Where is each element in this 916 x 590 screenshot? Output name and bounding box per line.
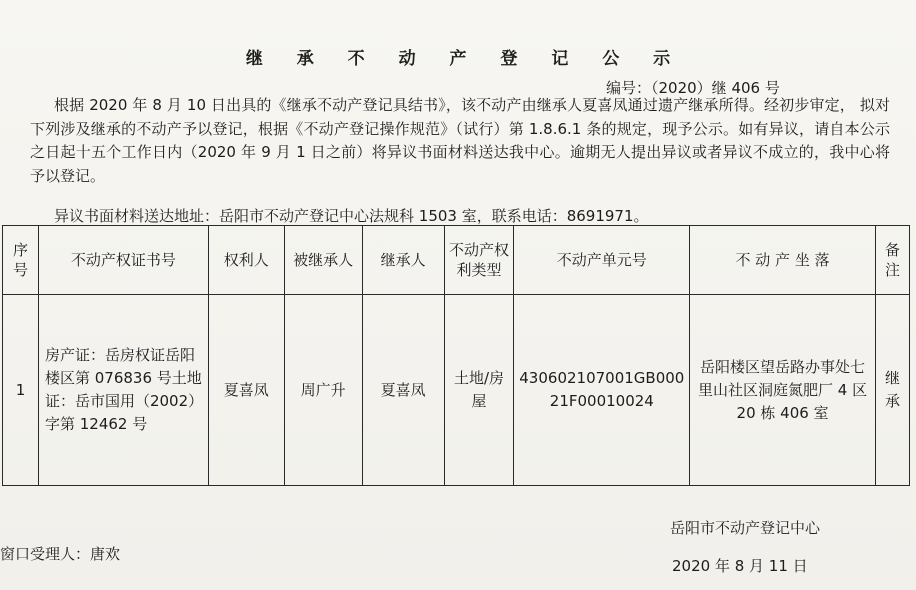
issue-date: 2020 年 8 月 11 日 <box>672 557 808 575</box>
header-decedent: 被继承人 <box>284 226 362 295</box>
cell-seq: 1 <box>3 295 39 486</box>
cell-remark: 继承 <box>875 295 909 486</box>
document-title: 继 承 不 动 产 登 记 公 示 <box>245 49 685 69</box>
table-row <box>3 295 910 486</box>
cell-decedent: 周广升 <box>284 295 362 486</box>
cell-right-type: 土地/房屋 <box>444 295 514 486</box>
cell-cert-no: 房产证：岳房权证岳阳楼区第 076836 号土地证：岳市国用（2002）字第 12462 号 <box>38 295 208 486</box>
issuing-center-name: 岳阳市不动产登记中心 <box>670 519 821 537</box>
cell-unit-no: 430602107001GB00021F00010024 <box>514 295 690 486</box>
table-header-row <box>3 226 910 295</box>
header-seq: 序号 <box>3 226 39 295</box>
notice-body <box>30 94 890 188</box>
header-owner: 权利人 <box>208 226 284 295</box>
document-number: 编号：（2020）继 406 号 <box>606 79 780 97</box>
objection-address-line: 异议书面材料送达地址：岳阳市不动产登记中心法规科 1503 室，联系电话：8691971。 <box>54 207 649 225</box>
header-right-type: 不动产权利类型 <box>444 226 514 295</box>
cell-heir: 夏喜凤 <box>362 295 444 486</box>
header-remark: 备注 <box>875 226 909 295</box>
cell-location: 岳阳楼区望岳路办事处七里山社区洞庭氮肥厂 4 区 20 栋 406 室 <box>690 295 876 486</box>
window-clerk: 窗口受理人：唐欢 <box>0 545 121 563</box>
header-cert-no: 不动产权证书号 <box>38 226 208 295</box>
header-heir: 继承人 <box>362 226 444 295</box>
registration-table <box>2 225 910 486</box>
header-location: 不 动 产 坐 落 <box>690 226 876 295</box>
notice-paragraph: 根据 2020 年 8 月 10 日出具的《继承不动产登记具结书》，该不动产由继承人夏喜凤通过遗产继承所得。经初步审定， 拟对下列涉及继承的不动产予以登记，根据《不动产登记操作规范》（试行）第 1.8.6.1 条的规定，现予公示。如有异议，请自本公示之日起十五个工作日内（2020 年 9 月 1 日之前）将异议书面材料送达我中心。逾期无人提出异议或者异议不成立的，我中心将予以登记。 <box>30 96 890 185</box>
cell-owner: 夏喜凤 <box>208 295 284 486</box>
header-unit-no: 不动产单元号 <box>514 226 690 295</box>
